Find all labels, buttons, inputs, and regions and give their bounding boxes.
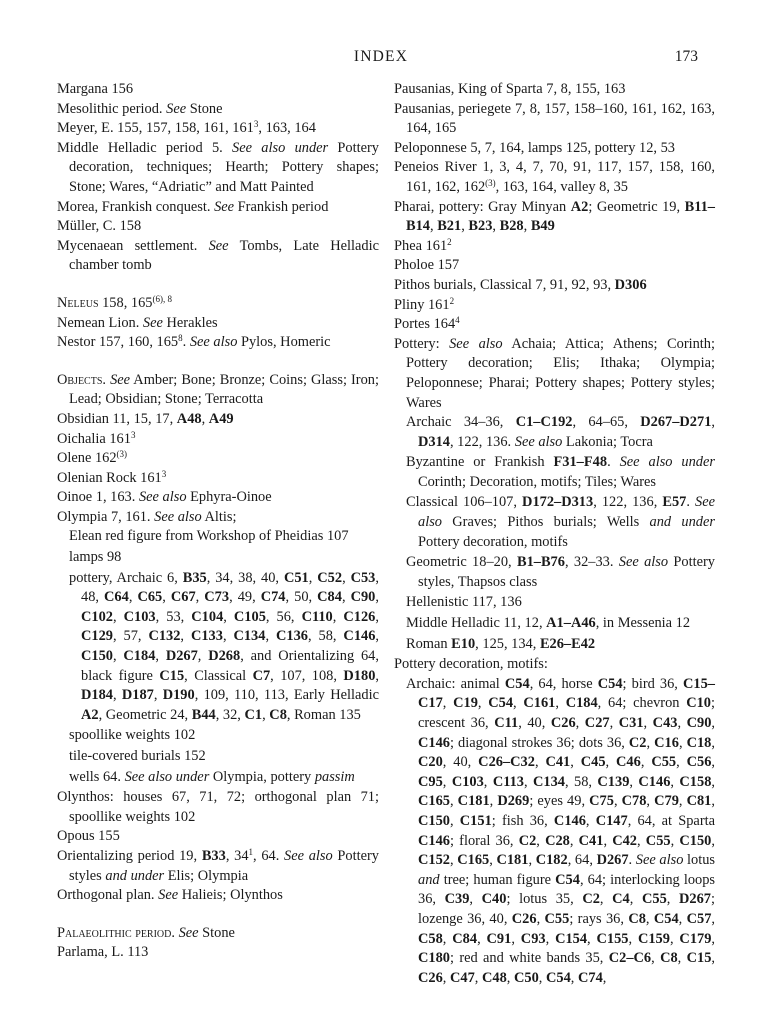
index-entry-pottery: Pottery: See also Achaia; Attica; Athens; Corinth; Pottery decoration; Elis; Ithaka; Olympia; Peloponnese; Pharai; Pottery shapes; Pottery styles; Wares xyxy=(394,335,715,411)
index-entry-neleus: Neleus 158, $165^{(6), 8}$ xyxy=(57,293,172,311)
index-entry-peloponnese: Peloponnese 5, 7, 164, lamps 125, pottery 12, 53 xyxy=(394,139,675,156)
index-entry-oinoe: Oinoe 1, 163. See also Ephyra-Oinoe xyxy=(57,489,272,506)
index-entry-nestor: Nestor 157, 160, $165^8$. See also Pylos, Homeric xyxy=(57,333,331,351)
index-entry-margana: Margana 156 xyxy=(57,81,134,97)
index-entry-pithos: Pithos burials, Classical 7, 91, 92, 93, D306 xyxy=(394,276,647,293)
index-subentry-classical: Classical 106–107, D172–D313, 122, 136, E57. See also Graves; Pithos burials; Wells and under Pottery decoration, motifs xyxy=(406,494,715,550)
index-entry-pausanias-king: Pausanias, King of Sparta 7, 8, 155, 163 xyxy=(394,81,626,97)
page-header xyxy=(0,44,762,70)
index-entry-morea: Morea, Frankish conquest. See Frankish period xyxy=(57,198,329,215)
index-entry-orthogonal: Orthogonal plan. See Halieis; Olynthos xyxy=(57,887,283,904)
index-entry-middle-helladic: Middle Helladic period 5. See also under Pottery decoration, techniques; Hearth; Pottery shapes; Stone; Wares, “Adriatic” and Matt Painted xyxy=(57,139,379,195)
index-entry-olene: Olene 162$^{(3)}$ xyxy=(57,449,128,467)
index-entry-palaeolithic: Palaeolithic period. See Stone xyxy=(57,924,235,941)
index-entry-mesolithic: Mesolithic period. See Stone xyxy=(57,100,223,117)
index-entry-peneios: Peneios River 1, 3, 4, 7, 70, 91, 117, 157, 158, 160, 161, 162, 162$^{(3)}$, 163, 164, valley 8, 35 xyxy=(394,159,715,195)
index-subentry-spoollike: spoollike weights 102 xyxy=(69,727,196,744)
index-entry-obsidian: Obsidian 11, 15, 17, A48, A49 xyxy=(57,410,234,427)
index-entry-pottery-decoration: Pottery decoration, motifs: xyxy=(394,656,548,673)
index-entry-pholoe: Pholoe 157 xyxy=(394,257,460,274)
index-entry-opous: Opous 155 xyxy=(57,828,120,845)
running-title: INDEX xyxy=(353,48,409,65)
index-subentry-roman: Roman E10, 125, 134, E26–E42 xyxy=(406,635,596,652)
index-entry-olympia: Olympia 7, 161. See also Altis; xyxy=(57,508,237,525)
index-subentry-archaic-motifs: Archaic: animal C54, 64, horse C54; bird 36, C15–C17, C19, C54, C161, C184, 64; chevron C10; crescent 36, C11, 40, C26, C27, C31, C43, C90, C146; diagonal strokes 36; dots 36, C2, C16, C18, C20, 40, C26–C32, C41, C45, C46, C55, C56, C95, C103, C113, C134, 58, C139, C146, C158, C165, C181, D269; eyes 49, C75, C78, C79, C81, C150, C151; fish 36, C146, C147, 64, at Sparta C146; floral 36, C2, C28, C41, C42, C55, C150, C152, C165, C181, C182, 64, D267. See also lotus and tree; human figure C54, 64; interlocking loops 36, C39, C40; lotus 35, C2, C4, C55, D267; lozenge 36, 40, C26, C55; rays 36, C8, C54, C57, C58, C84, C91, C93, C154, C155, C159, C179, C180; red and white bands 35, C2–C6, C8, C15, C26, C47, C48, C50, C54, C74, xyxy=(406,675,716,986)
index-entry-pharai: Pharai, pottery: Gray Minyan A2; Geometric 19, B11–B14, B21, B23, B28, B49 xyxy=(394,198,715,235)
page-number: 173 xyxy=(674,48,698,65)
index-subentry-hellenistic: Hellenistic 117, 136 xyxy=(406,594,522,611)
index-entry-oichalia: Oichalia $161^3$ xyxy=(57,429,136,447)
index-entry-phea: Phea $161^2$ xyxy=(394,236,452,254)
left-index-column xyxy=(57,80,379,963)
index-entry-orientalizing: Orientalizing period 19, B33, $34^1$, 64. See also Pottery styles and under Elis; Olympia xyxy=(57,846,380,884)
index-subentry-middle-helladic: Middle Helladic 11, 12, A1–A46, in Messenia 12 xyxy=(406,615,691,632)
index-subentry-olympia-pottery: pottery, Archaic 6, B35, 34, 38, 40, C51, C52, C53, 48, C64, C65, C67, C73, 49, C74, 50, C84, C90, C102, C103, 53, C104, C105, 56, C110, C126, C129, 57, C132, C133, C134, C136, 58, C146, C150, C184, D267, D268, and Orientalizing 64, black figure C15, Classical C7, 107, 108, D180, D184, D187, D190, 109, 110, 113, Early Helladic A2, Geometric 24, B44, 32, C1, C8, Roman 135 xyxy=(69,569,380,723)
index-subentry-elean: Elean red figure from Workshop of Pheidias 107 xyxy=(69,528,349,545)
index-subentry-byzantine: Byzantine or Frankish F31–F48. See also under Corinth; Decoration, motifs; Tiles; Wares xyxy=(406,454,715,490)
index-entry-portes: Portes $164^4$ xyxy=(394,315,460,333)
index-subentry-wells: wells 64. See also under Olympia, pottery passim xyxy=(69,768,355,785)
index-subentry-tile-burials: tile-covered burials 152 xyxy=(69,748,206,764)
right-index-column xyxy=(394,80,715,989)
index-subentry-geometric: Geometric 18–20, B1–B76, 32–33. See also Pottery styles, Thapsos class xyxy=(406,554,715,590)
index-subentry-lamps: lamps 98 xyxy=(69,549,122,566)
index-entry-pliny: Pliny $161^2$ xyxy=(394,295,455,313)
index-entry-nemean-lion: Nemean Lion. See Herakles xyxy=(57,314,218,331)
index-entry-objects: Objects. See Amber; Bone; Bronze; Coins; Glass; Iron; Lead; Obsidian; Stone; Terracotta xyxy=(57,371,379,408)
index-entry-pausanias-periegete: Pausanias, periegete 7, 8, 157, 158–160, 161, 162, 163, 164, 165 xyxy=(394,100,715,137)
index-entry-olynthos: Olynthos: houses 67, 71, 72; orthogonal plan 71; spoollike weights 102 xyxy=(57,789,379,825)
index-entry-parlama: Parlama, L. 113 xyxy=(57,944,149,961)
index-entry-muller: Müller, C. 158 xyxy=(57,218,142,235)
index-entry-olenian-rock: Olenian Rock $161^3$ xyxy=(57,468,167,486)
index-entry-meyer: Meyer, E. 155, 157, 158, 161, $161^3$, 163, 164 xyxy=(57,119,316,137)
index-subentry-archaic: Archaic 34–36, C1–C192, 64–65, D267–D271, D314, 122, 136. See also Lakonia; Tocra xyxy=(406,414,715,450)
index-entry-mycenaean: Mycenaean settlement. See Tombs, Late Helladic chamber tomb xyxy=(57,237,379,274)
